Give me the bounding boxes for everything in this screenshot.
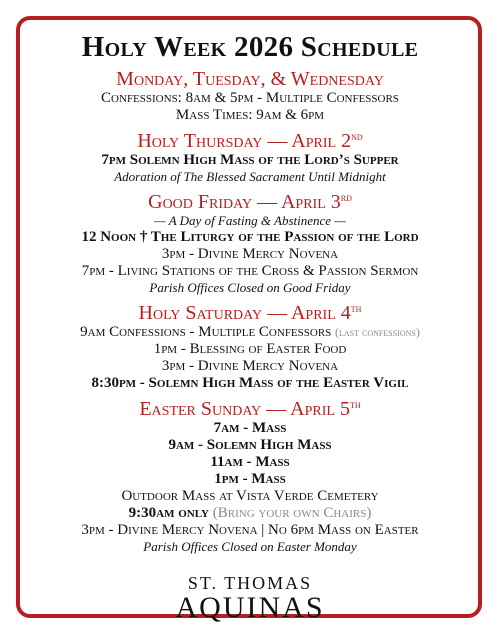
friday-offices-closed: Parish Offices Closed on Good Friday: [149, 280, 351, 295]
saturday-vigil: 8:30pm - Solemn High Mass of the Easter Vigil: [91, 375, 409, 391]
logo-line-2: AQUINAS: [175, 591, 325, 624]
friday-liturgy: 12 Noon † The Liturgy of the Passion of the Lord: [81, 229, 419, 245]
parish-logo: [20, 573, 480, 623]
sunday-offices-closed: Parish Offices Closed on Easter Monday: [143, 539, 357, 554]
section-heading-saturday: Holy Saturday — April 4th: [138, 302, 362, 324]
sunday-novena: 3pm - Divine Mercy Novena | No 6pm Mass on Easter: [81, 522, 419, 538]
friday-stations: 7pm - Living Stations of the Cross & Passion Sermon: [81, 263, 419, 279]
schedule-content: [20, 30, 480, 623]
sunday-mass-1pm: 1pm - Mass: [214, 471, 286, 487]
sunday-mass-11am: 11am - Mass: [210, 454, 290, 470]
saturday-confessions: 9am Confessions - Multiple Confessors (last confessions): [80, 324, 420, 340]
section-heading-sunday: Easter Sunday — April 5th: [139, 398, 361, 420]
section-heading-friday: Good Friday — April 3rd: [148, 191, 352, 213]
thursday-mass: 7pm Solemn High Mass of the Lord’s Supper: [101, 152, 399, 168]
friday-fasting-note: — A Day of Fasting & Abstinence —: [154, 213, 346, 228]
saturday-blessing: 1pm - Blessing of Easter Food: [153, 341, 347, 357]
section-heading-mtw: Monday, Tuesday, & Wednesday: [116, 68, 384, 90]
saturday-novena: 3pm - Divine Mercy Novena: [161, 358, 339, 374]
page-title: Holy Week 2026 Schedule: [81, 31, 419, 63]
friday-novena: 3pm - Divine Mercy Novena: [161, 246, 339, 262]
sunday-mass-9am: 9am - Solemn High Mass: [168, 437, 332, 453]
sunday-outdoor-mass: Outdoor Mass at Vista Verde Cemetery: [121, 488, 379, 504]
mtw-confessions: Confessions: 8am & 5pm - Multiple Confessors: [101, 90, 399, 106]
sunday-mass-7am: 7am - Mass: [213, 420, 287, 436]
thursday-adoration: Adoration of The Blessed Sacrament Until Midnight: [114, 169, 386, 184]
section-heading-thursday: Holy Thursday — April 2nd: [137, 130, 363, 152]
logo-line-1: ST. THOMAS: [187, 573, 313, 593]
mtw-mass-times: Mass Times: 9am & 6pm: [175, 107, 325, 123]
sunday-outdoor-time: 9:30am only (Bring your own Chairs): [128, 505, 372, 521]
